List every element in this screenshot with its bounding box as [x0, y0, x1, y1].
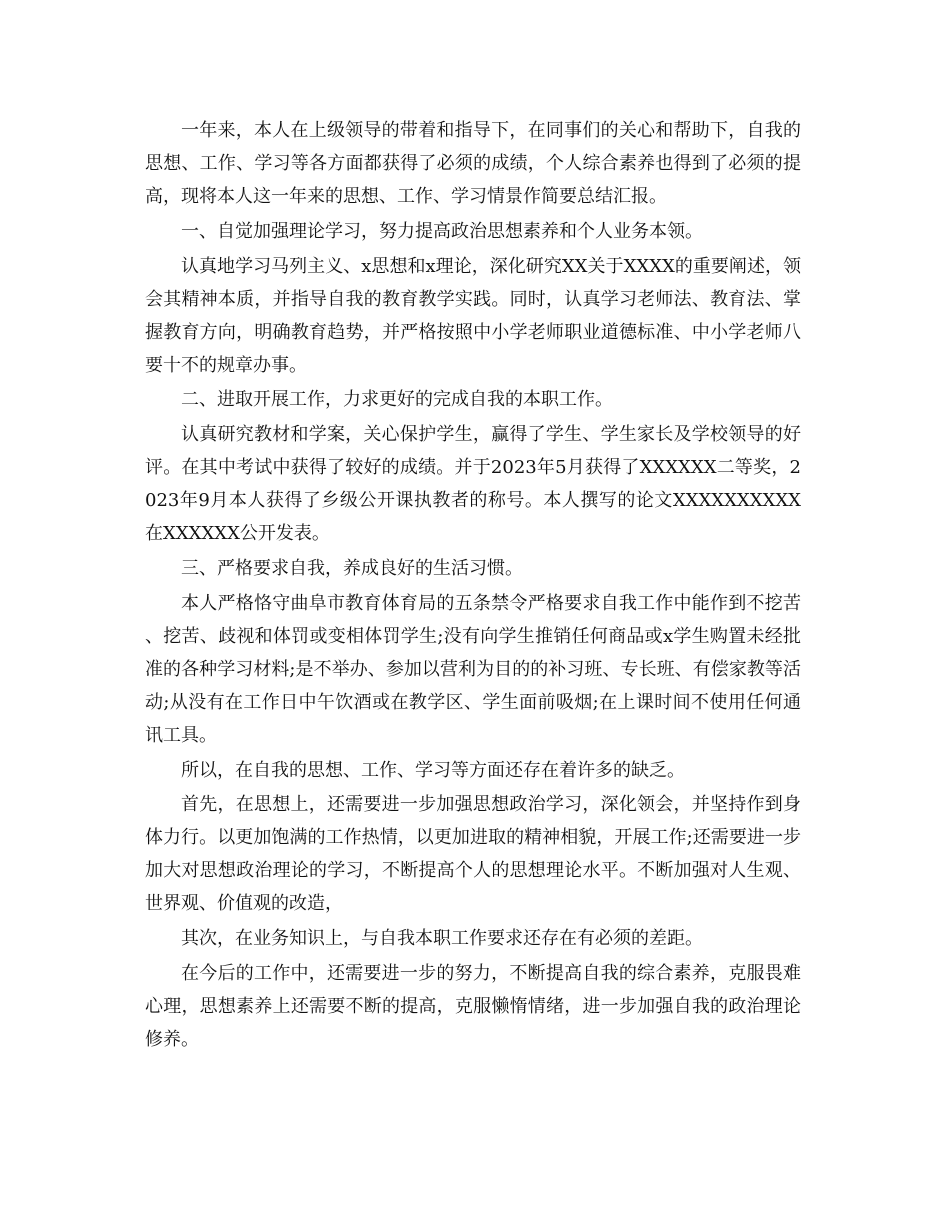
- paragraph-study: 认真地学习马列主义、x思想和x理论，深化研究XX关于XXXX的重要阐述，领会其精神本质，并指导自我的教育教学实践。同时，认真学习老师法、教育法、掌握教育方向，明确教育趋势，并严格按照中小学老师职业道德标准、中小学老师八要十不的规章办事。: [145, 255, 801, 376]
- paragraph-first: 首先，在思想上，还需要进一步加强思想政治学习，深化领会，并坚持作到身体力行。以更加饱满的工作热情，以更加进取的精神相貌，开展工作;还需要进一步加大对思想政治理论的学习，不断提高个人的思想理论水平。不断加强对人生观、世界观、价值观的改造，: [145, 794, 801, 915]
- section-heading-2: 二、进取开展工作，力求更好的完成自我的本职工作。: [181, 389, 613, 411]
- paragraph-work: 认真研究教材和学案，关心保护学生，赢得了学生、学生家长及学校领导的好评。在其中考试中获得了较好的成绩。并于2023年5月获得了XXXXXX二等奖，2023年9月本人获得了乡级公开课执教者的称号。本人撰写的论文XXXXXXXXXX在XXXXXX公开发表。: [145, 424, 801, 545]
- section-heading-1: 一、自觉加强理论学习，努力提高政治思想素养和个人业务本领。: [181, 220, 703, 242]
- paragraph-shortcomings: 所以，在自我的思想、工作、学习等方面还存在着许多的缺乏。: [181, 759, 685, 781]
- paragraph-second: 其次，在业务知识上，与自我本职工作要求还存在有必须的差距。: [181, 928, 703, 950]
- paragraph-conduct: 本人严格恪守曲阜市教育体育局的五条禁令严格要求自我工作中能作到不挖苦、挖苦、歧视和体罚或变相体罚学生;没有向学生推销任何商品或x学生购置未经批准的各种学习材料;是不举办、参加以营利为目的的补习班、专长班、有偿家教等活动;从没有在工作日中午饮酒或在教学区、学生面前吸烟;在上课时间不使用任何通讯工具。: [145, 592, 801, 746]
- paragraph-future: 在今后的工作中，还需要进一步的努力，不断提高自我的综合素养，克服畏难心理，思想素养上还需要不断的提高，克服懒惰情绪，进一步加强自我的政治理论修养。: [145, 962, 801, 1050]
- document-body: [145, 114, 801, 1058]
- paragraph-intro: 一年来，本人在上级领导的带着和指导下，在同事们的关心和帮助下，自我的思想、工作、学习等各方面都获得了必须的成绩，个人综合素养也得到了必须的提高，现将本人这一年来的思想、工作、学习情景作简要总结汇报。: [145, 120, 801, 207]
- section-heading-3: 三、严格要求自我，养成良好的生活习惯。: [181, 557, 523, 579]
